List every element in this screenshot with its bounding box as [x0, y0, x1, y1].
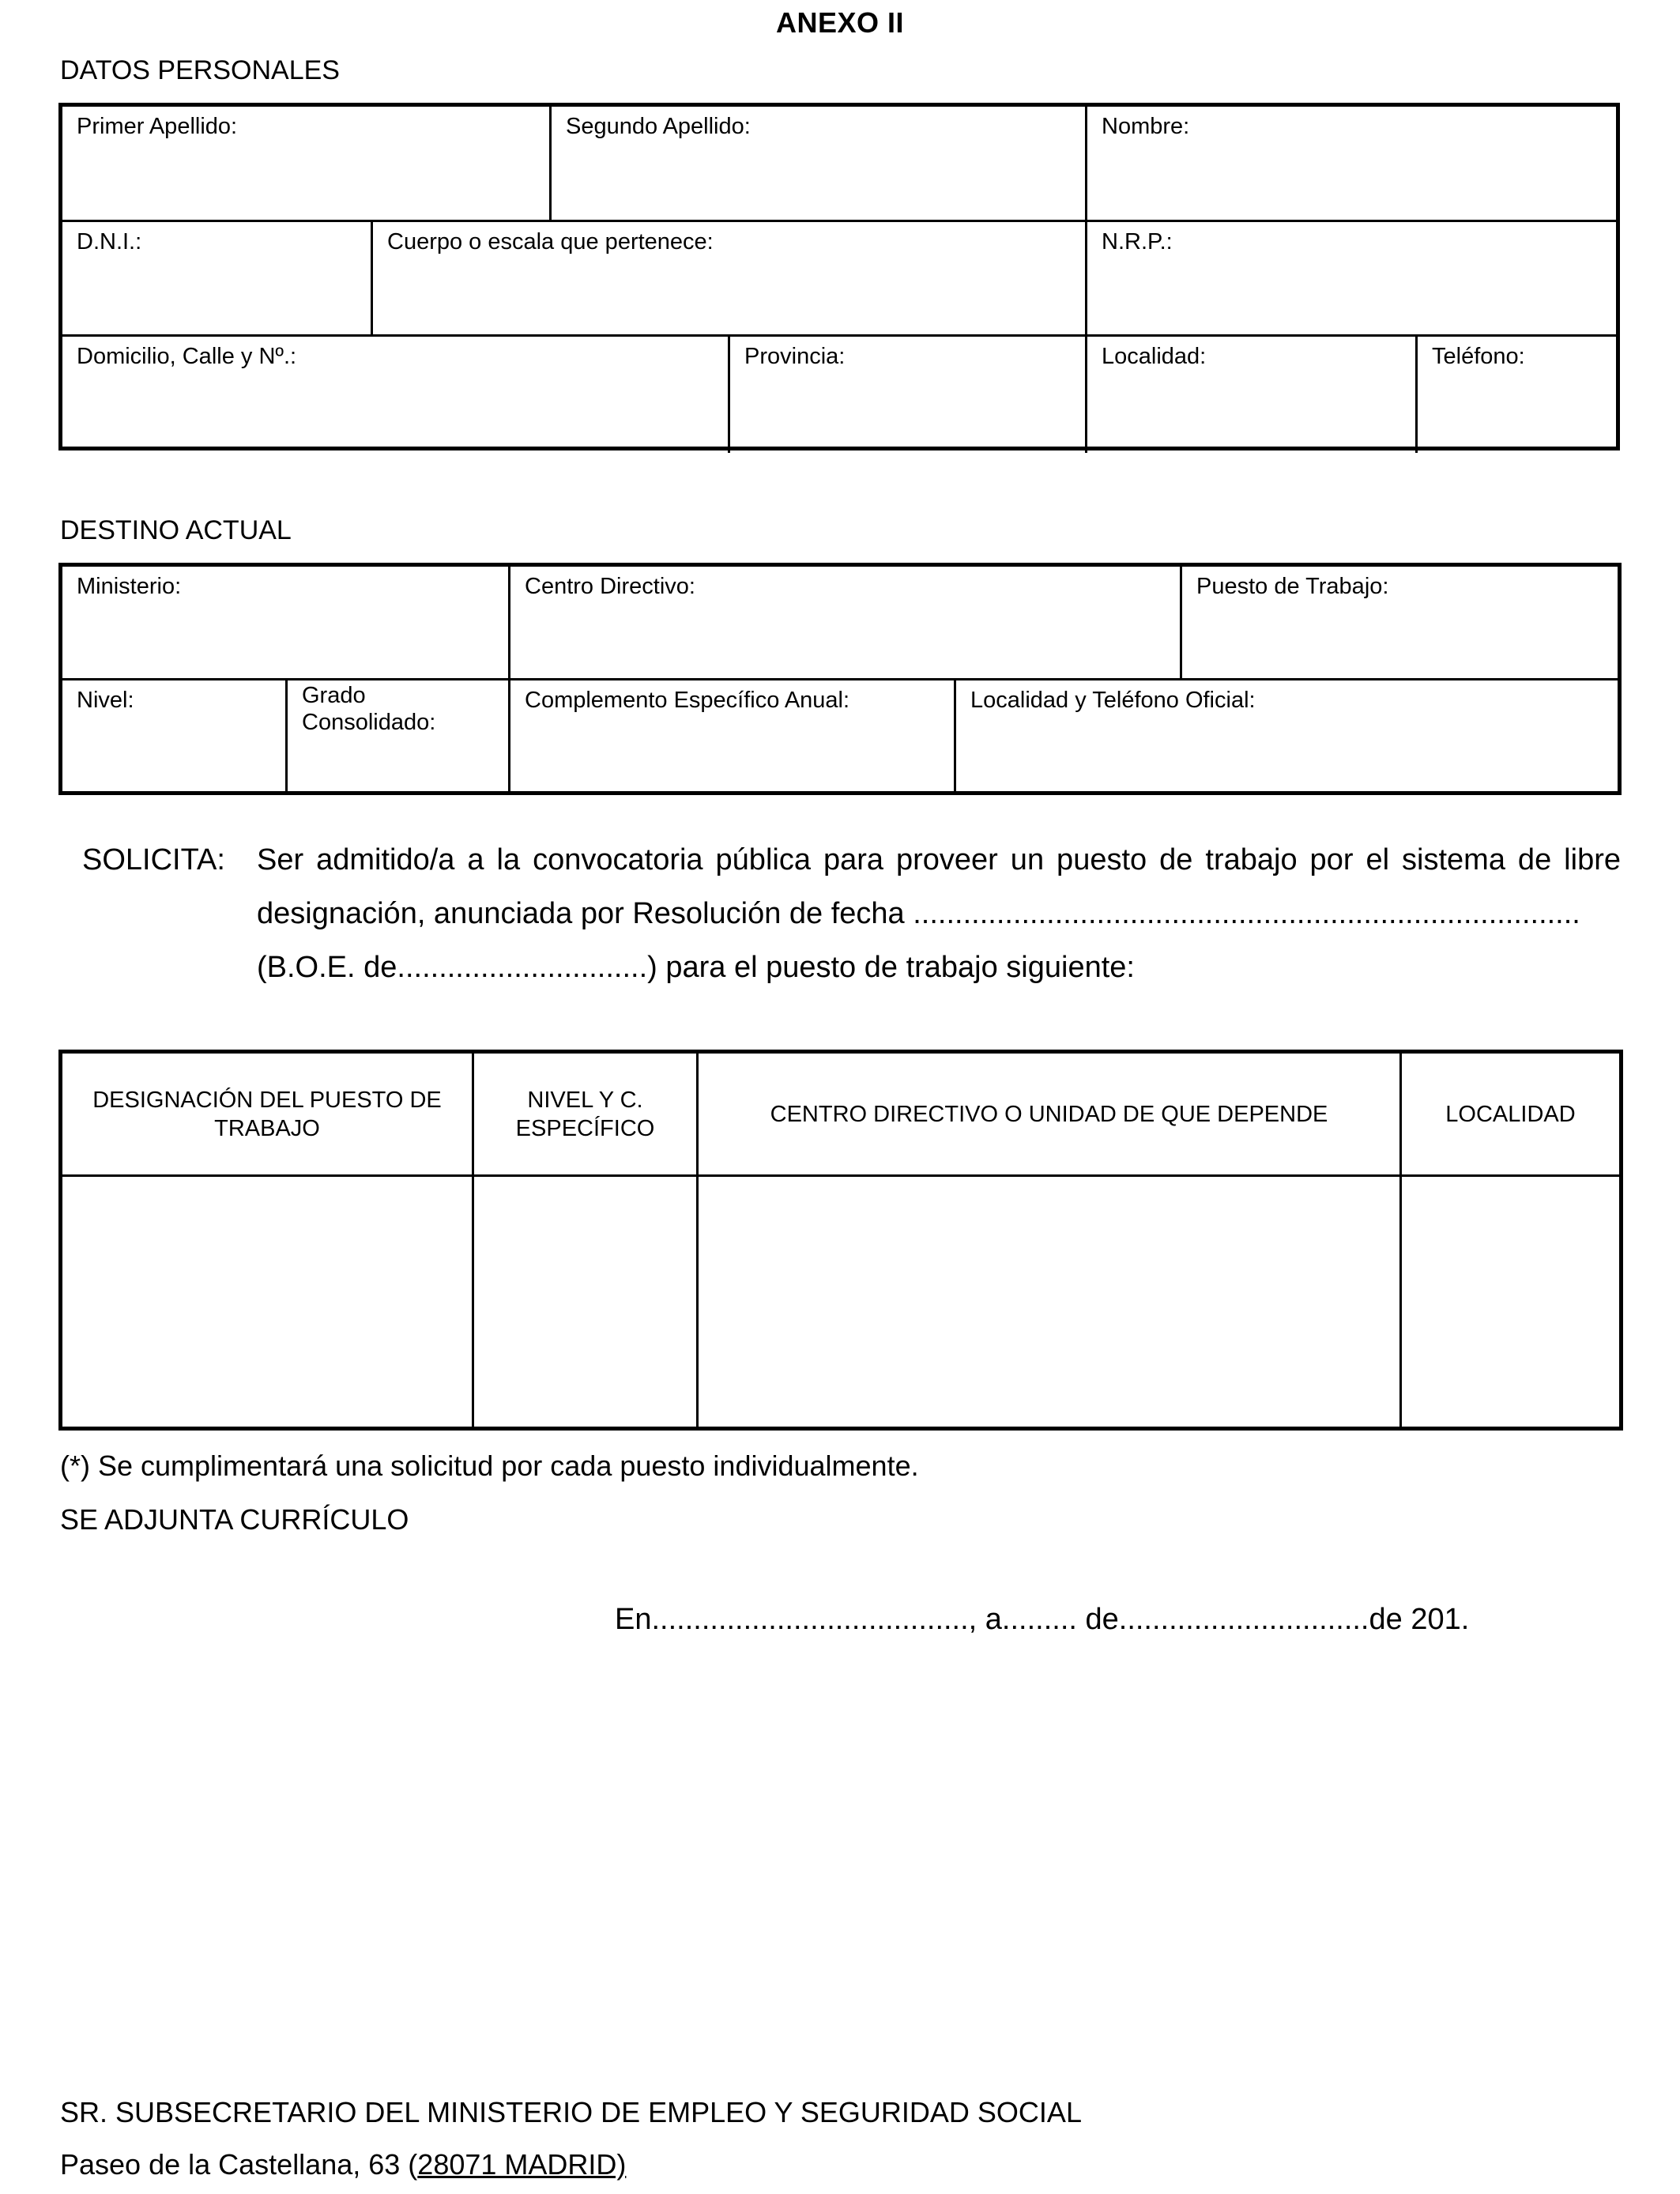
primer-apellido-field[interactable]	[62, 107, 549, 220]
segundo-apellido-label: Segundo Apellido:	[566, 114, 751, 139]
nombre-label: Nombre:	[1102, 114, 1190, 139]
solicita-line-2: designación, anunciada por Resolución de fecha ................................................................................	[257, 897, 1580, 930]
dni-label: D.N.I.:	[77, 229, 142, 254]
nivel-field[interactable]	[62, 680, 285, 791]
segundo-apellido-field[interactable]	[552, 107, 1085, 220]
localidad-input-cell[interactable]	[1402, 1177, 1619, 1427]
localidad-field[interactable]	[1087, 337, 1415, 447]
address-text: Paseo de la Castellana, 63 (	[60, 2148, 418, 2181]
telefono-label: Teléfono:	[1432, 344, 1525, 369]
destinatario-line-1: SR. SUBSECRETARIO DEL MINISTERIO DE EMPLEO Y SEGURIDAD SOCIAL	[60, 2096, 1082, 2128]
solicita-label: SOLICITA:	[82, 843, 225, 876]
nombre-field[interactable]	[1087, 107, 1616, 220]
telefono-field[interactable]	[1418, 337, 1616, 447]
postal-code-city: 28071 MADRID)	[417, 2148, 627, 2181]
adjunta-curriculo: SE ADJUNTA CURRÍCULO	[60, 1503, 409, 1536]
domicilio-label: Domicilio, Calle y Nº.:	[77, 344, 297, 369]
destino-actual-heading: DESTINO ACTUAL	[60, 515, 292, 545]
fecha-line: En......................................, a......... de..............................de 201.	[615, 1603, 1470, 1636]
page-title: ANEXO II	[775, 6, 905, 39]
solicita-line-3: (B.O.E. de..............................) para el puesto de trabajo siguiente:	[257, 951, 1135, 984]
primer-apellido-label: Primer Apellido:	[77, 114, 238, 139]
destino-actual-box	[58, 563, 1622, 795]
centro-input-cell[interactable]	[699, 1177, 1399, 1427]
puesto-table	[58, 1050, 1623, 1431]
provincia-field[interactable]	[730, 337, 1085, 447]
solicita-text	[257, 833, 1621, 994]
domicilio-field[interactable]	[62, 337, 728, 447]
dni-field[interactable]	[62, 222, 371, 334]
grado-label: Grado	[302, 683, 366, 708]
provincia-label: Provincia:	[744, 344, 846, 369]
destinatario-line-2	[60, 2148, 626, 2181]
cuerpo-label: Cuerpo o escala que pertenece:	[387, 229, 714, 254]
consolidado-label: Consolidado:	[302, 710, 436, 735]
nivel-input-cell[interactable]	[474, 1177, 696, 1427]
nrp-field[interactable]	[1087, 222, 1616, 334]
nivel-label: Nivel:	[77, 688, 134, 713]
complemento-label: Complemento Específico Anual:	[525, 688, 850, 713]
complemento-field[interactable]	[510, 680, 954, 791]
centro-directivo-label: Centro Directivo:	[525, 574, 695, 599]
ministerio-label: Ministerio:	[77, 574, 182, 599]
puesto-trabajo-label: Puesto de Trabajo:	[1196, 574, 1389, 599]
localidad-telefono-field[interactable]	[956, 680, 1618, 791]
cuerpo-field[interactable]	[373, 222, 1085, 334]
datos-personales-box	[58, 103, 1620, 450]
grado-consolidado-field[interactable]	[288, 680, 508, 791]
centro-directivo-field[interactable]	[510, 567, 1180, 678]
solicita-line-1: Ser admitido/a a la convocatoria pública para proveer un puesto de trabajo por el sistema de libre	[257, 843, 1621, 876]
datos-personales-heading: DATOS PERSONALES	[60, 55, 340, 85]
note-text: (*) Se cumplimentará una solicitud por cada puesto individualmente.	[60, 1449, 919, 1482]
ministerio-field[interactable]	[62, 567, 508, 678]
nrp-label: N.R.P.:	[1102, 229, 1173, 254]
header-nivel: NIVEL Y C. ESPECÍFICO	[515, 1087, 655, 1141]
designacion-input-cell[interactable]	[62, 1177, 472, 1427]
header-localidad: LOCALIDAD	[1445, 1101, 1576, 1127]
puesto-trabajo-field[interactable]	[1182, 567, 1618, 678]
localidad-label: Localidad:	[1102, 344, 1207, 369]
localidad-telefono-label: Localidad y Teléfono Oficial:	[970, 688, 1256, 713]
header-centro: CENTRO DIRECTIVO O UNIDAD DE QUE DEPENDE	[770, 1101, 1328, 1127]
header-designacion: DESIGNACIÓN DEL PUESTO DE TRABAJO	[92, 1087, 442, 1141]
